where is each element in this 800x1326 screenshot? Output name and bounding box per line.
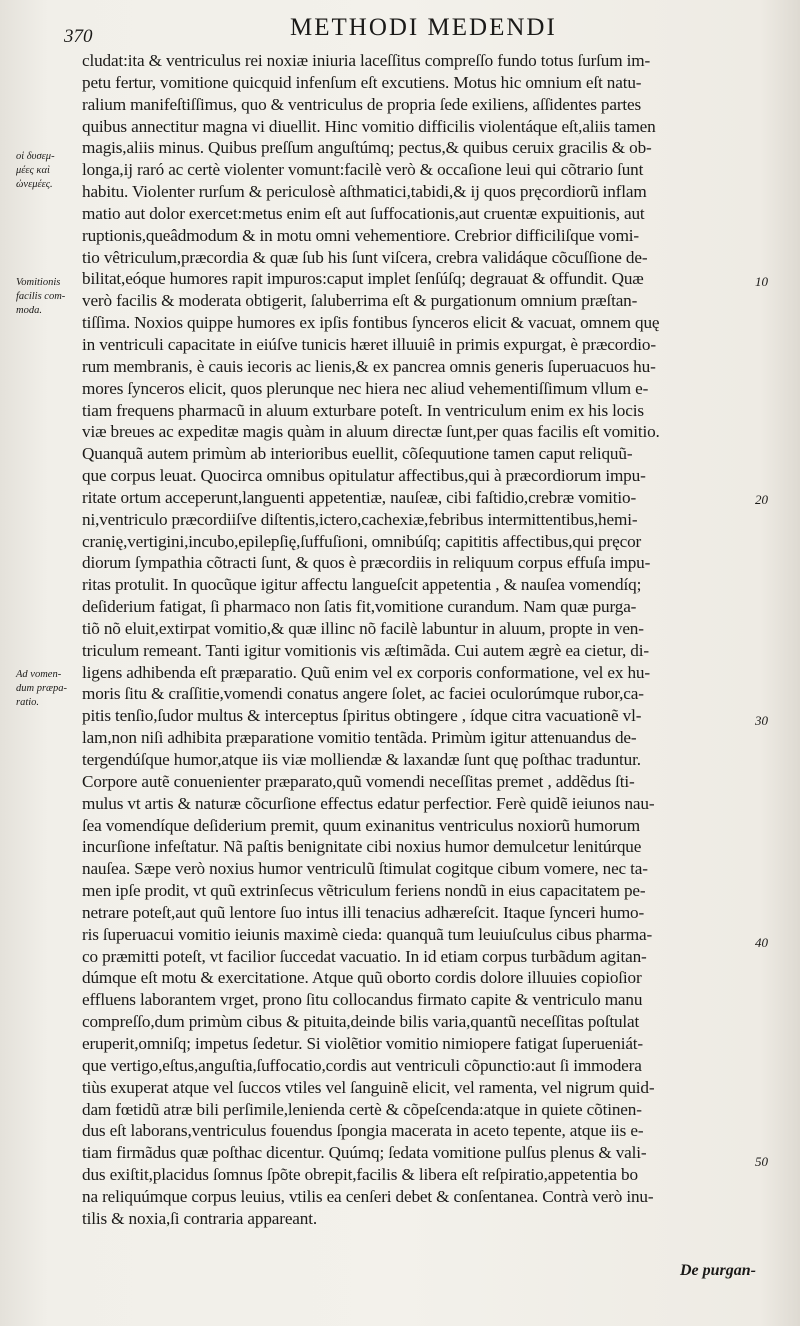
text-line: rum membranis, è cauis iecoris ac lienis,& ex pancrea omnis generis ſuperuacuos hu- (82, 356, 656, 376)
side-note (16, 150, 80, 192)
side-note-line: ratio. (16, 697, 40, 708)
text-line: ſea vomendíque deſiderium premit, quum exinanitus ventriculus noxiorũ humorum (82, 815, 640, 835)
text-line: deſiderium fatigat, ſi pharmaco non ſatis fit,vomitione curandum. Nam quæ purga- (82, 597, 637, 617)
side-note-line: μέες καὶ (16, 165, 50, 176)
text-line: que vertigo,eſtus,anguſtia,ſuffocatio,cordis aut ventriculi cõpunctio:aut ſi immodera (82, 1055, 642, 1075)
text-line: triculum remeant. Tanti igitur vomitionis vis æſtimãda. Cui autem ægrè ea cietur, di- (82, 640, 649, 660)
text-line: tilis & noxia,ſi contraria appareant. (82, 1208, 317, 1228)
text-line: cludat:ita & ventriculus rei noxiæ iniuria laceſſitus compreſſo fundo totus ſurſum im- (82, 51, 651, 70)
line-number: 40 (755, 935, 768, 950)
text-line: Quanquã autem primùm ab interioribus euellit, cõſequutione tamen caput reliquũ- (82, 444, 633, 464)
text-line: dus eſt laborans,ventriculus fouendus ſpongia macerata in aceto tepente, atque iis e- (82, 1121, 644, 1141)
text-line: tiam firmãdus quæ poſthac dicentur. Quúmq; ſedata vomitione pulſus plenus & vali- (82, 1143, 647, 1163)
text-line: moris ſitu & craſſitie,vomendi conatus angere ſolet, ac faciei oculorúmque rubor,ca- (82, 684, 644, 704)
line-number: 30 (755, 713, 768, 728)
text-line: men ipſe prodit, vt quũ extrinſecus vẽtriculum feriens nondũ in eius capacitatem pe- (82, 881, 646, 901)
text-line: ligens adhibenda eſt præparatio. Quũ enim vel ex corporis conformatione, vel ex hu- (82, 662, 650, 682)
text-line: Corpore autẽ conuenienter præparato,quũ vomendi neceſſitas premet , addẽdus ſti- (82, 771, 635, 791)
body-text (82, 50, 772, 1230)
text-line: que corpus leuat. Quocirca omnibus opitulatur affectibus,qui à præcordiorum impu- (82, 466, 646, 486)
text-line: ralium manifeſtiſſimus, quo & ventriculus de propria ſede exiliens, aſſidentes partes (82, 94, 642, 114)
text-line: viæ breues ac expeditæ magis quàm in aluum directæ ſunt,per quas facilis eſt vomitio. (82, 422, 660, 442)
text-line: longa,ij raró ac certè violenter vomunt:facilè verò & occaſione leui qui cõtrario ſunt (82, 160, 644, 180)
text-line: dúmque eſt motu & exercitatione. Atque quũ oborto cordis dolore illuuies copioſior (82, 968, 642, 988)
side-note-line: οἱ δυσεμ- (16, 151, 55, 162)
text-line: pitis tenſio,ſudor multus & interceptus ſpiritus obtingere , ídque citra vacuationẽ vl- (82, 706, 642, 726)
side-note (16, 668, 80, 710)
side-note-line: Ad vomen- (16, 669, 62, 680)
text-line: tiùs exuperat atque vel ſuccos vtiles vel ſanguinẽ elicit, vel ramenta, vel nigrum quid- (82, 1077, 655, 1097)
text-line: effluens laborantem vrget, prono ſitu collocandus firmato capite & ventriculo manu (82, 990, 643, 1010)
text-line: in ventriculi capacitate in eiúſve tunicis hæret illuuiê in primis expurgat, è præcordio- (82, 334, 656, 354)
line-number: 10 (755, 274, 768, 289)
text-line: tergendúſque humor,atque iis viæ molliendæ & laxandæ ſunt quę poſthac traduntur. (82, 750, 641, 769)
text-line: compreſſo,dum primùm cibus & pituita,deinde bilis varia,quantũ neceſſitas poſtulat (82, 1012, 640, 1032)
line-number: 20 (755, 492, 768, 507)
text-line: na reliquúmque corpus leuius, vtilis ea cenſeri debet & conſentanea. Contrà verò inu- (82, 1186, 654, 1206)
text-line: lam,non niſi adhibita præparatione vomitio tentãda. Primùm igitur attenuandus de- (82, 728, 637, 748)
side-note-line: moda. (16, 305, 42, 316)
text-line: matio aut dolor exercet:metus enim eſt aut ſuffocationis,aut cruentæ expuitionis, aut (82, 203, 645, 223)
side-note-line: ὠνεμέες. (16, 179, 53, 190)
text-line: co præmitti poteſt, vt facilior ſuccedat vacuatio. In id etiam corpus turbãdum agitan- (82, 946, 647, 966)
text-line: tio vêtriculum,præcordia & quæ ſub his ſunt viſcera, crebra validáque cõcuſſione de- (82, 247, 648, 267)
text-line: magis,aliis minus. Quibus preſſum anguſtúmq; pectus,& quibus ceruix gracilis & ob- (82, 138, 652, 158)
text-line: ruptionis,queâdmodum & in motu omni vehementiore. Crebrior difficiliſque vomi- (82, 225, 639, 245)
text-line: ritate ortum acceperunt,languenti appetentiæ, nauſeæ, cibi faſtidio,crebræ vomitio- (82, 487, 637, 507)
line-number: 50 (755, 1154, 768, 1169)
text-line: nauſea. Sæpe verò noxius humor ventriculũ ſtimulat cogitque cibum vomere, nec ta- (82, 859, 648, 879)
text-line: mores ſynceros elicit, quos plerunque nec hiera nec aliud vehementiſſimum vllum e- (82, 378, 649, 398)
text-line: dam fœtidũ atræ bili perſimile,lenienda certè & cõpeſcenda:atque in quiete cõtinen- (82, 1099, 642, 1119)
side-note-line: facilis com- (16, 291, 66, 302)
text-line: ris ſuperuacui vomitio ieiunis maximè cieda: quanquã tum leuiuſculus cibus pharma- (82, 924, 653, 944)
page-header (0, 12, 800, 46)
text-line: incurſione infeſtatur. Nã paſtis benignitate cibi noxius humor demulcetur lenitúrque (82, 837, 642, 857)
text-line: eruperit,omniſq; impetus ſedetur. Si violẽtior vomitio nimiopere fatigat ſuperueniát- (82, 1033, 643, 1053)
text-line: diorum ſympathia cõtracti ſunt, & quos è præcordiis in reliquum corpus effuſa impu- (82, 553, 651, 573)
catchword: De purgan- (680, 1262, 757, 1279)
page-number: 370 (64, 26, 93, 47)
side-note (16, 276, 80, 318)
text-line: tiam frequens pharmacũ in aluum exturbare poteſt. In ventriculum enim ex his locis (82, 400, 644, 420)
text-line: petu fertur, vomitione quicquid infenſum eſt excutiens. Motus hic omnium eſt natu- (82, 72, 642, 92)
text-line: mulus vt artis & naturæ cõcurſione effectus edatur perfectior. Ferè quidẽ ieiunos nau- (82, 793, 655, 813)
text-line: netrare poteſt,aut quũ lentore ſuo intus illi tenacius adhæreſcit. Itaque ſynceri humo- (82, 902, 645, 922)
text-line: dus exiſtit,placidus ſomnus ſpõte obrepit,facilis & libera eſt reſpiratio,appetentia bo (82, 1165, 638, 1185)
side-note-line: Vomitionis (16, 277, 61, 288)
text-line: habitu. Violenter rurſum & periculosè aſthmatici,tabidi,& ij quos pręcordiorũ inflam (82, 182, 647, 202)
text-line: bilitat,eóque humores rapit impuros:caput implet ſenſúſq; degrauat & offundit. Quæ (82, 269, 644, 289)
text-line: verò facilis & moderata obtigerit, ſaluberrima eſt & purgationum omnium præſtan- (82, 291, 638, 311)
text-line: tiſſima. Noxios quippe humores ex ipſis fontibus ſynceros elicit & vacuat, omnem quę (82, 313, 660, 333)
text-line: cranię,vertigini,incubo,epilepſię,ſuffuſioni, omnibúſq; capititis affectibus,qui pręcor (82, 531, 642, 551)
text-line: quibus annectitur magna vi diuellit. Hinc vomitio difficilis violentáque eſt,aliis tamen (82, 116, 656, 136)
side-note-line: dum præpa- (16, 683, 68, 694)
text-line: tiõ nõ eluit,extirpat vomitio,& quæ illinc nõ facilè labuntur in aluum, propte in ven- (82, 618, 644, 638)
running-head: METHODI MEDENDI (290, 14, 557, 41)
text-line: ni,ventriculo præcordiiſve diſtentis,ictero,cachexiæ,febribus intermittentibus,hemi- (82, 509, 638, 529)
text-line: ritas protulit. In quocũque igitur affectu langueſcit appetentia , & nauſea vomendíq; (82, 575, 642, 595)
